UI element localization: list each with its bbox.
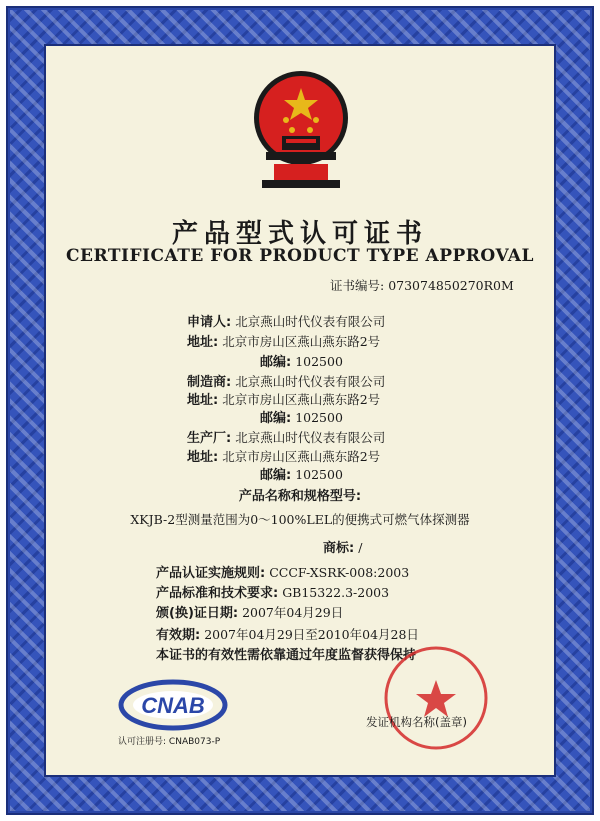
cert-number-value: 073074850270R0M xyxy=(388,278,514,293)
applicant-address: 北京市房山区燕山燕东路2号 xyxy=(222,334,381,349)
factory-label: 生产厂: xyxy=(187,431,232,446)
validity-row xyxy=(156,624,419,643)
validity-note: 本证书的有效性需依靠通过年度监督获得保持 xyxy=(156,648,417,663)
applicant-zip-label: 邮编: xyxy=(260,355,292,370)
product-label-row xyxy=(0,485,600,504)
manufacturer-address-row xyxy=(187,389,380,408)
factory-row xyxy=(187,427,385,446)
manufacturer-name: 北京燕山时代仪表有限公司 xyxy=(235,374,386,389)
factory-zip-row xyxy=(260,464,343,483)
factory-zip: 102500 xyxy=(295,467,343,482)
trademark-row xyxy=(323,537,362,556)
manufacturer-label: 制造商: xyxy=(187,375,232,390)
standard-row xyxy=(156,582,389,601)
factory-address-row xyxy=(187,446,380,465)
manufacturer-address-label: 地址: xyxy=(187,393,219,408)
validity-note-row xyxy=(156,644,416,663)
accreditation-row xyxy=(118,734,220,747)
manufacturer-zip-row xyxy=(260,407,343,426)
applicant-zip: 102500 xyxy=(295,354,343,369)
product-value-row xyxy=(0,510,600,528)
rule-value: CCCF-XSRK-008:2003 xyxy=(269,565,410,580)
rule-label: 产品认证实施规则: xyxy=(156,566,266,581)
title-chinese: 产品型式认可证书 xyxy=(171,219,428,249)
factory-address-label: 地址: xyxy=(187,450,219,465)
title-english: CERTIFICATE FOR PRODUCT TYPE APPROVAL xyxy=(66,246,534,266)
manufacturer-zip-label: 邮编: xyxy=(260,411,292,426)
applicant-label: 申请人: xyxy=(187,315,232,330)
issue-date-value: 2007年04月29日 xyxy=(242,605,344,620)
cnab-logo-text: CNAB xyxy=(141,693,205,718)
factory-name: 北京燕山时代仪表有限公司 xyxy=(235,430,386,445)
trademark-label: 商标: xyxy=(323,541,355,556)
product-label: 产品名称和规格型号: xyxy=(238,489,362,504)
issuer-label: 发证机构名称(盖章) xyxy=(366,715,467,729)
cnab-logo-icon xyxy=(118,678,228,732)
validity-value: 2007年04月29日至2010年04月28日 xyxy=(204,627,419,642)
applicant-zip-row xyxy=(260,351,343,370)
manufacturer-address: 北京市房山区燕山燕东路2号 xyxy=(222,392,381,407)
manufacturer-row xyxy=(187,371,385,390)
national-emblem-icon xyxy=(252,68,350,194)
standard-label: 产品标准和技术要求: xyxy=(156,586,279,601)
applicant-address-row xyxy=(187,331,380,350)
standard-value: GB15322.3-2003 xyxy=(282,585,390,600)
factory-address: 北京市房山区燕山燕东路2号 xyxy=(222,449,381,464)
applicant-row xyxy=(187,311,385,330)
applicant-address-label: 地址: xyxy=(187,335,219,350)
accreditation-label: 认可注册号: xyxy=(118,737,167,747)
accreditation-value: CNAB073-P xyxy=(168,737,221,747)
rule-row xyxy=(156,562,409,581)
manufacturer-zip: 102500 xyxy=(295,410,343,425)
cert-number-row xyxy=(330,276,514,294)
cert-number-label: 证书编号: xyxy=(330,278,385,293)
product-value: XKJB-2型测量范围为0～100%LEL的便携式可燃气体探测器 xyxy=(130,512,470,527)
validity-label: 有效期: xyxy=(156,628,201,643)
issue-date-row xyxy=(156,602,343,621)
issue-date-label: 颁(换)证日期: xyxy=(156,606,239,621)
factory-zip-label: 邮编: xyxy=(260,468,292,483)
applicant-name: 北京燕山时代仪表有限公司 xyxy=(235,314,386,329)
trademark-value: / xyxy=(358,540,363,555)
official-seal-icon xyxy=(382,644,490,752)
